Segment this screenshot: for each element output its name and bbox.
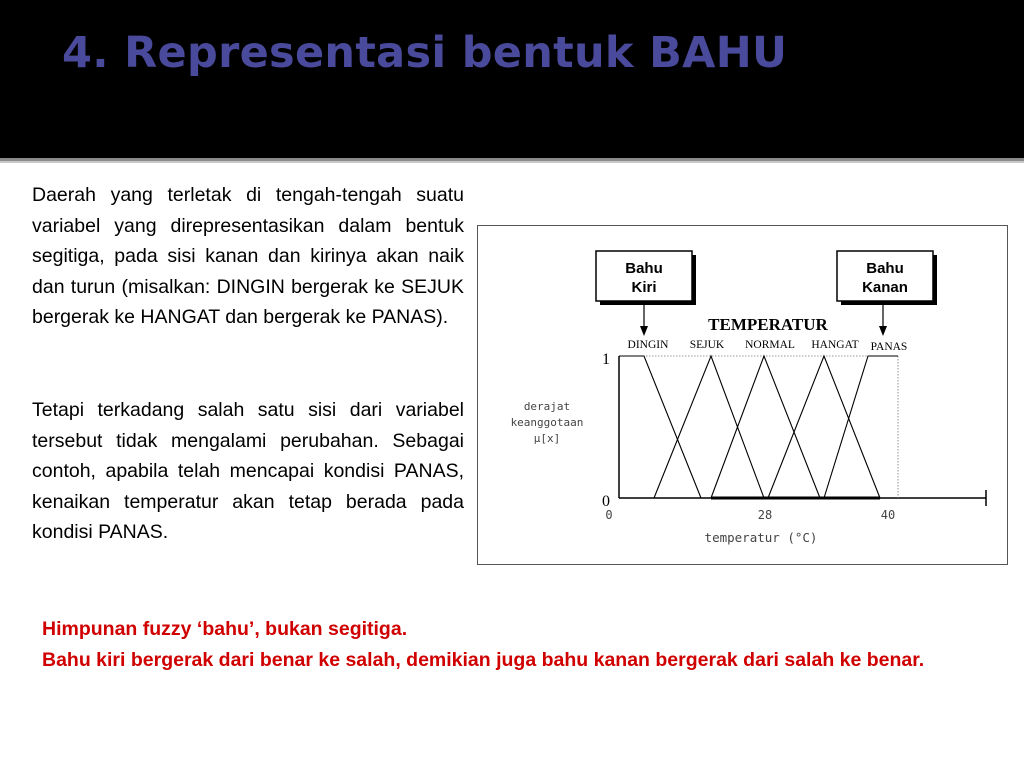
membership-panas [824,356,898,498]
note-shoulder-direction: Bahu kiri bergerak dari benar ke salah, demikian juga bahu kanan bergerak dari salah ke benar. [42,649,925,671]
x-tick-0: 0 [605,508,613,522]
set-label-panas: PANAS [870,341,908,353]
callout-bahu-kanan [837,251,937,305]
chart-title: TEMPERATUR [708,315,828,334]
membership-sejuk [654,356,764,498]
callout-bahu-kanan-line2: Kanan [862,279,908,296]
x-axis-label: temperatur (°C) [704,530,818,545]
set-label-dingin: DINGIN [627,339,669,351]
y-axis-label-line2: keanggotaan [510,416,584,429]
y-axis-label-line3: μ[x] [533,432,561,445]
membership-normal [711,356,820,498]
y-axis-label-line1: derajat [523,400,571,413]
membership-dingin [619,356,701,498]
y-tick-0: 0 [602,493,610,510]
callout-bahu-kiri-line2: Kiri [631,279,657,296]
callout-bahu-kiri-line1: Bahu [625,260,663,277]
arrowhead-bahu-kiri [640,326,648,336]
note-shoulder-fuzzy-set: Himpunan fuzzy ‘bahu’, bukan segitiga. [42,618,408,640]
body-paragraph-2: Tetapi terkadang salah satu sisi dari variabel tersebut tidak mengalami perubahan. Sebagai contoh, apabila telah mencapai kondisi PANAS, kenaikan temperatur akan tetap berada pada kondisi PANAS. [32,399,464,543]
callout-bahu-kanan-line1: Bahu [866,260,904,277]
arrowhead-bahu-kanan [879,326,887,336]
y-tick-1: 1 [602,351,610,368]
set-label-hangat: HANGAT [811,339,859,351]
callout-bahu-kiri [596,251,696,305]
x-tick-40: 40 [880,508,896,522]
x-tick-28: 28 [757,508,773,522]
membership-hangat [768,356,880,498]
set-label-normal: NORMAL [745,339,795,351]
body-paragraph-1: Daerah yang terletak di tengah-tengah suatu variabel yang direpresentasikan dalam bentuk segitiga, pada sisi kanan dan kirinya akan naik dan turun (misalkan: DINGIN bergerak ke SEJUK bergerak ke HANGAT dan bergerak ke PANAS). [32,184,464,328]
set-label-sejuk: SEJUK [689,339,725,351]
slide-header [0,0,1024,158]
shoulder-membership-figure [477,225,1008,565]
slide-title: 4. Representasi bentuk BAHU [62,28,788,78]
